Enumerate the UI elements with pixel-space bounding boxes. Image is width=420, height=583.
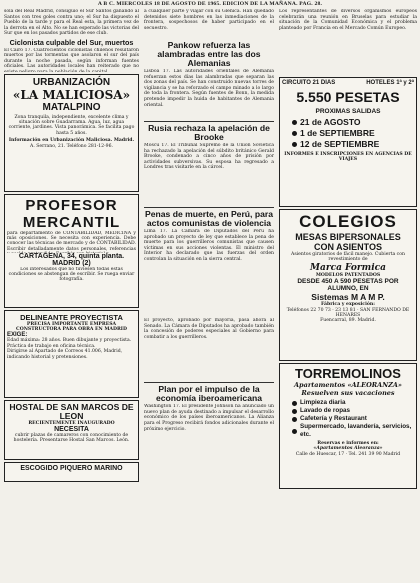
economia-body: Washington 17. El presidente Johnson ha anunciado un nuevo plan de ayuda destinado a impulsar el desarrollo económico de los países iberoamericanos. La Alianza para el Progreso recibirá fondos adicionales durante el próximo ejercicio. [144,404,274,432]
headline-brooke: Rusia rechaza la apelación de Brooke [148,123,270,143]
ad-torremolinos-contact: Calle de Huescar, 17 · Tel. 241 39 90 Madrid [295,451,401,457]
ad-hostal-text: cubrir plazas de camareros con conocimiento de hostelería. Presentarse Hostal San Marcos. León. [13,432,130,444]
ad-delineante [4,310,139,398]
ad-profesor-text: para departamento de CONTABILIDAD, MEDICINA y más oposiciones. Se necesita con experiencia. Debe conocer las técnicas de mercado y de CONTABILIDAD. Escribir detalladamente datos personales, referencias [7,230,136,252]
ad-colegios-address: Teléfonos 22 70 73 · 23 13 81 · SAN FERNANDO DE HENARES [286,307,410,319]
ad-hostal [4,400,139,460]
ad-torremolinos-sub2: Resuelven sus vacaciones [301,389,395,397]
column-middle [144,9,274,581]
column-right [279,9,417,581]
ad-hostal-title: HOSTAL DE SAN MARCOS DE LEON [9,401,134,421]
ad-urbanizacion-info: Información en Urbanización Maliciosa. Madrid. [8,138,135,144]
intro-text: sola del Real Madrid, consiguió el Sur Santos ganando al Santos con tres goles contra uno; el Sur ha dispuesto el Pueblo de la tarde y para el Real esta, la primera vez de la derrota en el Alto. No se han esperado las victorias del Sur que en los pasados partidos de ese club. [4,9,139,37]
ad-circuito-date-1: 21 de AGOSTO [292,117,414,128]
pankow-body: Lisboa 17. Las autoridades orientales de Alemania refuerzan estos días las alambradas que separan las dos zonas del país. Se han construido nuevas torres de vigilancia y se ha reforzado el campo minado a lo largo de toda la frontera. Según fuentes de Bonn, la medida pretende impedir la huida de habitantes de Alemania oriental. [144,69,274,108]
ad-delineante-line1: PRECISA IMPORTANTE EMPRESA CONSTRUCTORA PARA OBRA EN MADRID [16,321,127,332]
ad-colegios [279,209,417,361]
ad-hostal-subtitle: RECIENTEMENTE INAUGURADO [28,420,115,426]
ad-circuito [279,77,417,207]
peru-body-2: El proyecto, aprobado por mayoría, pasa ahora al Senado. La Cámara de Diputados ha aprobado también la concesión de poderes especiales al Gobierno para combatir a los guerrilleros. [144,318,274,340]
ad-torremolinos-title: TORREMOLINOS [295,366,401,381]
divider [144,382,274,383]
ad-urbanizacion-title: URBANIZACIÓN [32,76,111,88]
divider [144,207,274,208]
ad-circuito-brand: CIRCUITO 21 DIAS [282,80,336,86]
ad-profesor-subtitle: MERCANTIL [22,213,121,231]
headline-pankow: Pankow refuerza las alambradas entre las dos Alemanias [157,40,261,69]
ad-profesor-title: PROFESOR [25,196,118,214]
ad-circuito-date-3: 12 de SEPTIEMBRE [292,139,414,150]
ad-torremolinos [279,363,417,489]
ad-circuito-price: 5.550 PESETAS [296,89,400,105]
ad-torremolinos-item-1: Limpieza diaria [292,399,414,407]
headline-cyclone: Ciclonista culpable del Sur, muertos [9,38,134,47]
ad-profesor-note: Los interesados que no tuviesen todas estas condiciones se abstengan de escribir. Se ruega enviar fotografía. [8,266,135,283]
ad-urbanizacion-text: Zona tranquila, independiente, excelente clima y situación sobre Guadarrama. Agua, luz, agua corriente, jardines. Vista panorámica. Se facilita pago hasta 5 años. [8,114,135,136]
ad-colegios-note: Fuencarral, 89. Madrid. [320,318,376,324]
ad-piquero-title: ESCOGIDO PIQUERO MARINO [20,464,123,472]
ad-circuito-date-2: 1 de SEPTIEMBRE [292,128,414,139]
ad-delineante-title: DELINEANTE PROYECTISTA [20,312,123,322]
ad-torremolinos-item-3: Cafetería y Restaurant [292,415,414,423]
ad-urbanizacion [4,74,139,192]
ad-colegios-price: DESDE 450 A 590 PESETAS POR ALUMNO, EN [297,278,399,293]
ad-delineante-exige: EXIGE: [7,332,28,339]
cyclone-body: El Cairo 17. Cuatrocientos ciclonistas chilenos resultaron muertos por las tormentas que asolaron el sur del país durante la noche pasada, según informan fuentes oficiales. Las autoridades locales han reiterado que no [4,47,139,70]
ad-urbanizacion-name: «LA MALICIOSA» [12,87,131,102]
ad-profesor-city: MADRID (2) [52,259,91,267]
ad-torremolinos-bookings: Reservas e informes en: [317,441,379,446]
ad-urbanizacion-place: MATALPINO [42,101,101,113]
ad-profesor-address: CARTAGENA, 34, quinta planta. [18,252,125,260]
intro-text-right: Los representantes de diversos organismos europeos celebrarán una reunión en Bruselas para estudiar la situación de la Comunidad Económica y el problema planteado por Francia en el Mercado Común Europeo. [279,9,417,31]
ad-colegios-text: Asientos giratorios de fácil manejo. Cubierta con revestimiento de [291,252,405,263]
ad-colegios-material: Marca Formica [310,262,386,273]
ad-colegios-factory: Fábrica y exposición: [321,302,375,308]
ad-profesor [4,194,139,308]
ad-circuito-info: INFORMES E INSCRIPCIONES EN AGENCIAS DE VIAJES [284,152,412,163]
intro-text-middle: a cualquier parte y viajar con su Glénica. Han quedado detenidos siete hombres en las inmediaciones de la frontera, sospechosos de haber participado en el secuestro. [144,9,274,31]
ad-colegios-line1: MESAS BIPERSONALES [295,232,401,242]
page-header: A B C. MIERCOLES 18 DE AGOSTO DE 1965. EDICION DE LA MAÑANA. PAG. 28. [97,1,323,7]
ad-torremolinos-name: «Apartamentos Aleoranza» [313,446,383,452]
ad-colegios-patent: MODELOS PATENTADOS [315,272,381,278]
headline-peru: Penas de muerte, en Perú, para actos comunistas de violencia [144,209,273,229]
ad-piquero [4,462,139,482]
ad-urbanizacion-contact: A. Serrano, 21. Teléfono 281-12-96. [30,143,113,149]
divider [144,121,274,122]
ad-colegios-title: COLEGIOS [299,212,397,231]
ad-torremolinos-sub1: Apartamentos «ALEORANZA» [294,381,402,389]
ad-circuito-sub: PROXIMAS SALIDAS [315,108,381,115]
ad-delineante-address: Dirigirse al Apartado de Correos 41.006, Madrid, indicando historial y pretensiones. [7,349,123,360]
ad-colegios-system: Sistemas M A M P. [311,292,385,303]
ad-delineante-items: Edad máxima: 28 años. Buen dibujante y proyectista. Práctica de trabajo en oficina técnica. [7,338,132,349]
ad-hostal-need: NECESITA [54,425,89,433]
column-left [4,9,139,581]
ad-colegios-line2: CON ASIENTOS [313,242,382,252]
peru-body: Lima 17. La Cámara de Diputados del Perú ha aprobado un proyecto de ley que establece la pena de muerte para los guerrilleros comunistas que causen víctimas en sus acciones violentas. El ministro del Interior ha declarado que las fuerzas del orden controlan la situación en la sierra central. [144,229,274,263]
ad-torremolinos-item-4: Supermercado, lavandería, servicios, etc. [292,423,414,439]
ad-torremolinos-item-2: Lavado de ropas [292,407,414,415]
ad-circuito-hotels: HOTELES 1ª y 2ª [366,80,414,86]
brooke-body: Moscú 17. El Tribunal Supremo de la Unión Soviética ha rechazado la apelación del súbdito británico Gerald Brooke, condenado a cinco años de prisión por actividades subversivas. Su esposa ha regresado a Londres tras visitarle en la cárcel. [144,143,274,171]
headline-economia: Plan por el impulso de la economía iberoamericana [155,384,263,404]
